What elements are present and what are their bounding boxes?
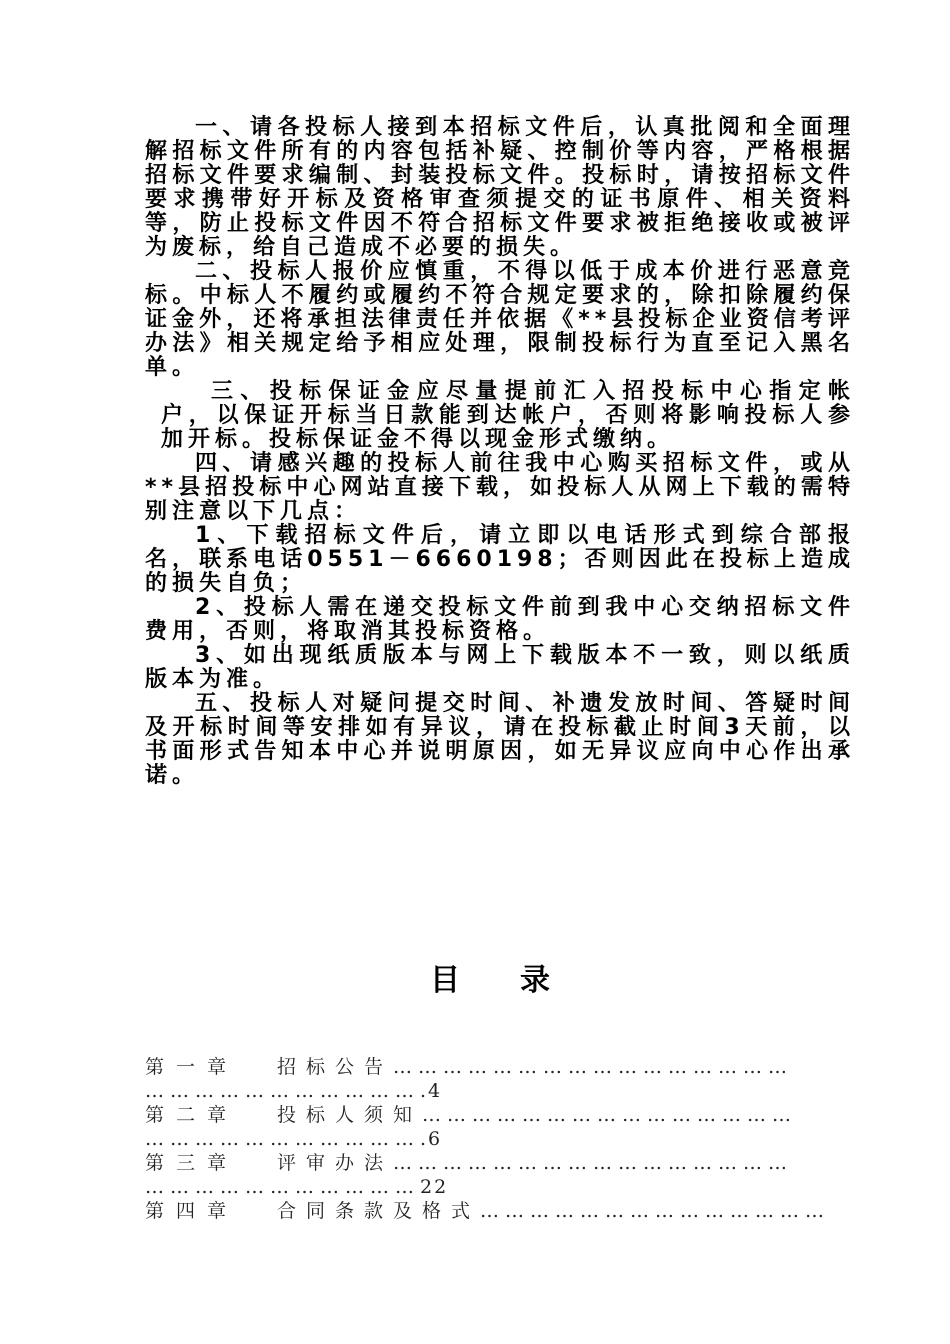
toc-chapter: 第四章 [145,1200,239,1222]
toc-entry[interactable] [145,1103,845,1151]
toc-page-number: .6 [420,1128,443,1150]
toc-chapter: 第二章 [145,1104,239,1126]
paragraph-5: 1、下载招标文件后，请立即以电话形式到综合部报名，联系电话0551－6660198；否则因此在投标上造成的损失自负； [145,523,855,596]
toc-page-number: .4 [420,1080,443,1102]
paragraph-1: 一、请各投标人接到本招标文件后，认真批阅和全面理解招标文件所有的内容包括补疑、控制价等内容，严格根据招标文件要求编制、封装投标文件。投标时，请按招标文件要求携带好开标及资格审查须提交的证书原件、相关资料等，防止投标文件因不符合招标文件要求被拒绝接收或被评为废标，给自己造成不必要的损失。 [145,115,855,260]
toc-entry[interactable] [145,1055,845,1103]
toc-chapter-name: 合同条款及格式 [277,1200,481,1222]
table-of-contents [145,1055,845,1223]
toc-page-number: 22 [420,1176,449,1198]
toc-leader-dots: …………………………… [145,1176,420,1198]
paragraph-7: 3、如出现纸质版本与网上下载版本不一致，则以纸质版本为准。 [145,643,855,692]
paragraph-4: 四、请感兴趣的投标人前往我中心购买招标文件，或从**县招投标中心网站直接下载，如投标人从网上下载的需特别注意以下几点： [145,451,855,524]
toc-leader-dots: …………………………… [145,1080,420,1102]
toc-leader-dots: …………………………………… [480,1200,831,1222]
toc-title: 目录 [430,963,610,998]
paragraph-6: 2、投标人需在递交投标文件前到我中心交纳招标文件费用，否则，将取消其投标资格。 [145,595,855,644]
paragraph-3: 三、投标保证金应尽量提前汇入招投标中心指定帐户，以保证开标当日款能到达帐户，否则将影响投标人参加开标。投标保证金不得以现金形式缴纳。 [161,379,855,452]
toc-leader-dots: ………………………………………… [393,1056,794,1078]
paragraph-8: 五、投标人对疑问提交时间、补遗发放时间、答疑时间及开标时间等安排如有异议，请在投标截止时间3天前，以书面形式告知本中心并说明原因，如无异议应向中心作出承诺。 [145,691,855,788]
toc-entry[interactable] [145,1151,845,1199]
toc-chapter-name: 投标人须知 [277,1104,423,1126]
paragraph-2: 二、投标人报价应慎重，不得以低于成本价进行恶意竞标。中标人不履约或履约不符合规定要求的，除扣除履约保证金外，还将承担法律责任并依据《**县投标企业资信考评办法》相关规定给予相应处理，限制投标行为直至记入黑名单。 [145,259,855,380]
notice-body [145,116,855,788]
toc-leader-dots: …………………………… [145,1128,420,1150]
toc-leader-dots: ………………………………………… [393,1152,794,1174]
toc-chapter: 第三章 [145,1152,239,1174]
toc-chapter: 第一章 [145,1056,239,1078]
toc-leader-dots: ……………………………………… [422,1104,798,1126]
toc-chapter-name: 评审办法 [277,1152,394,1174]
toc-entry[interactable] [145,1199,845,1223]
toc-chapter-name: 招标公告 [277,1056,394,1078]
